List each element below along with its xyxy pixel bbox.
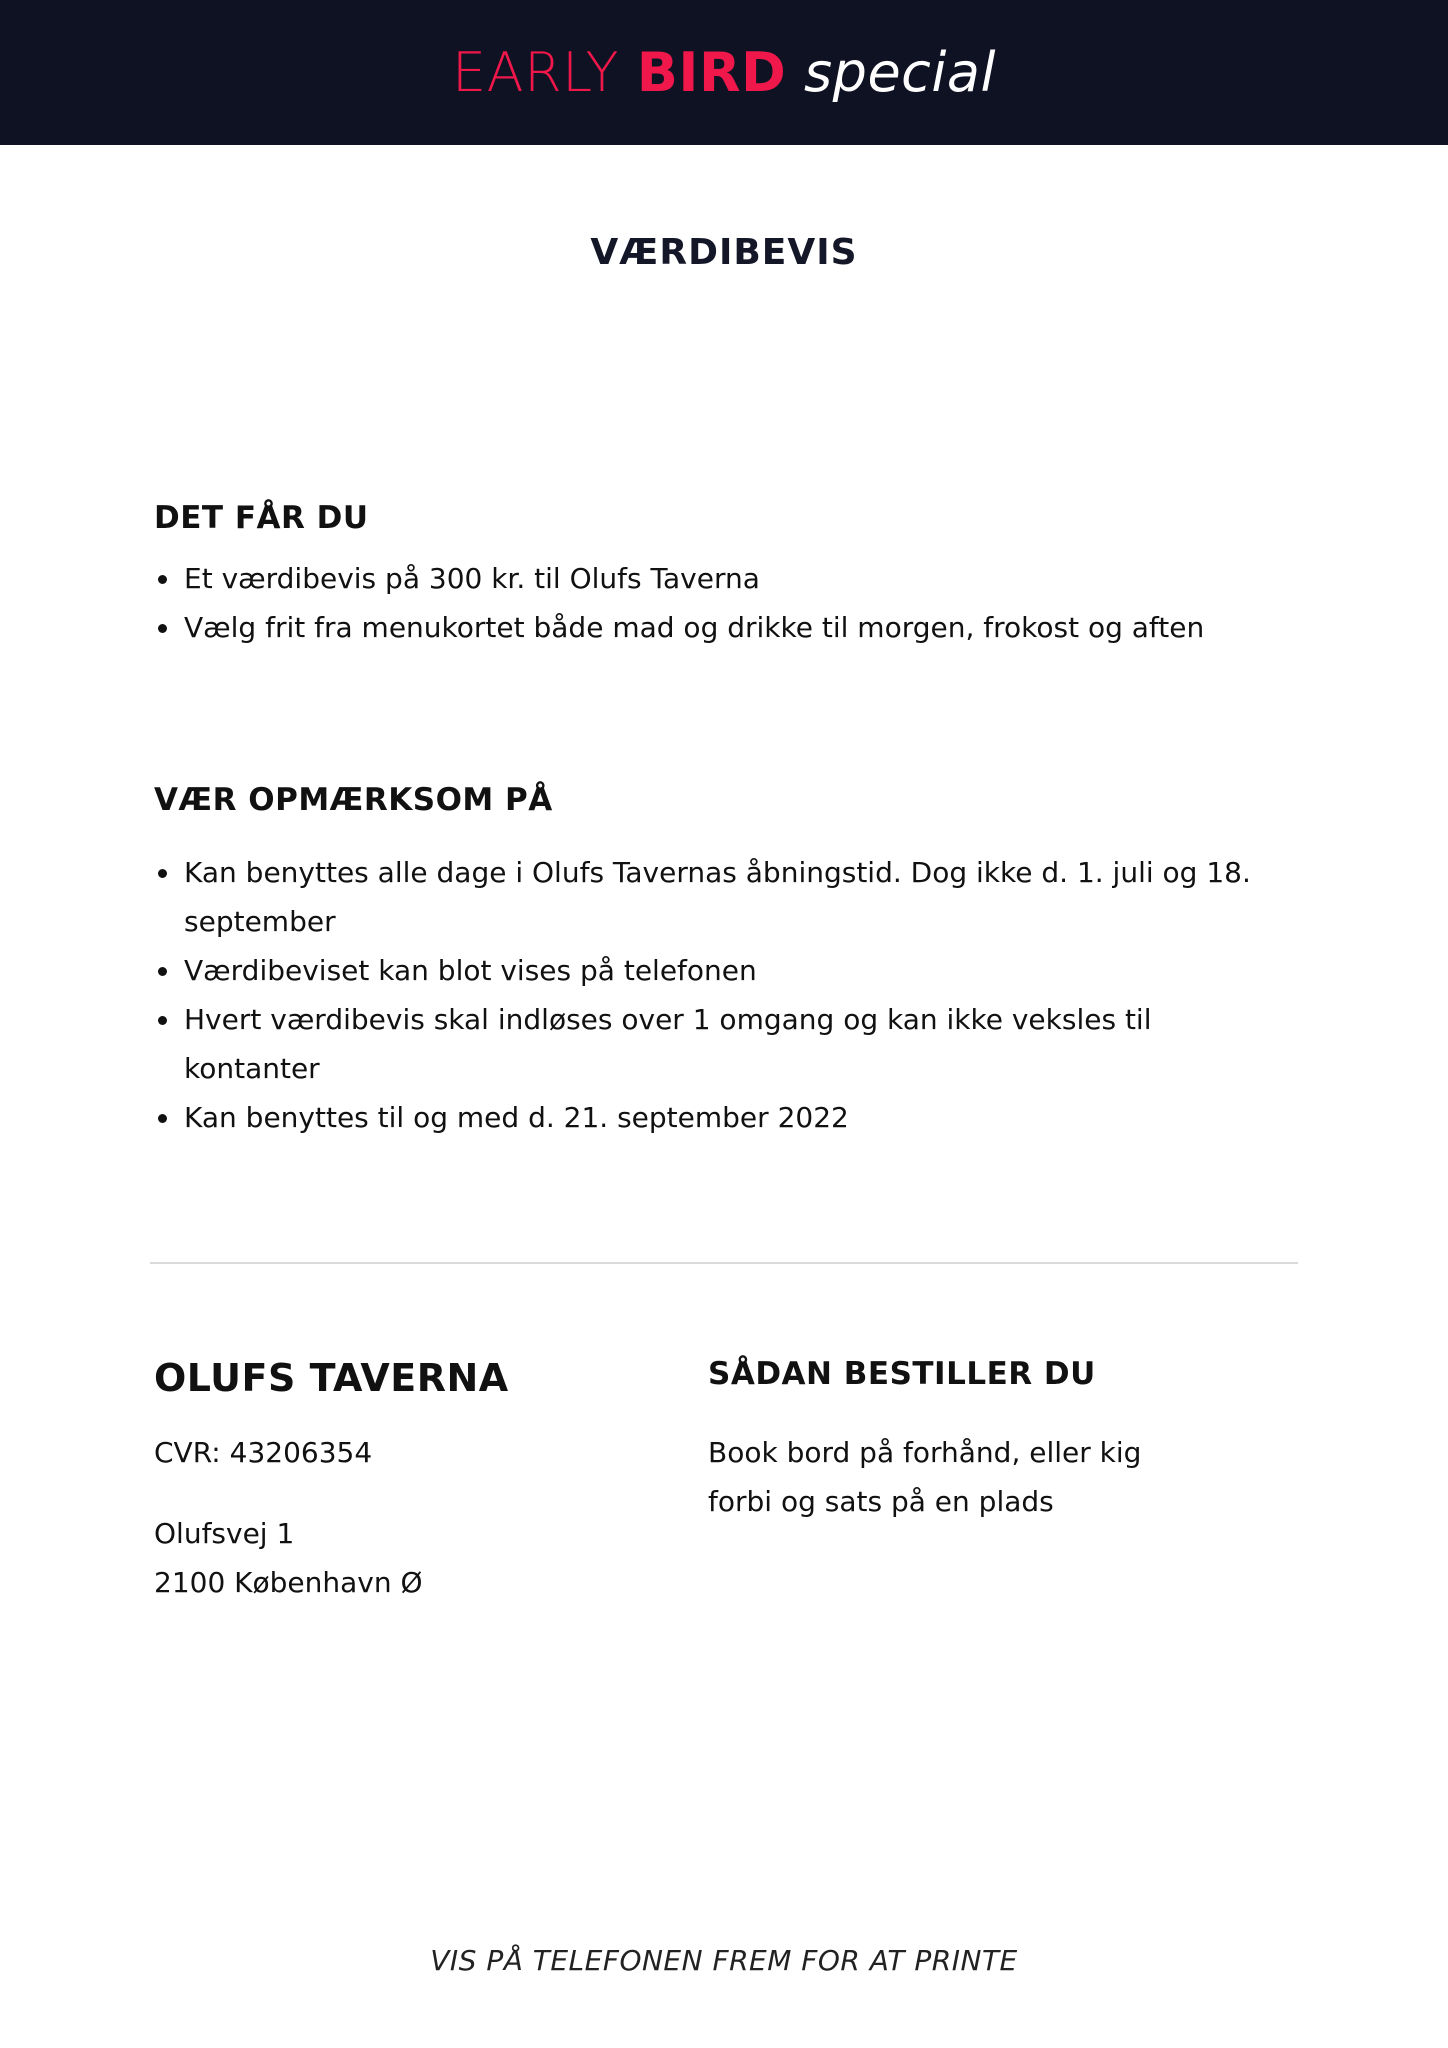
bullet-icon	[158, 869, 167, 878]
bullet-icon	[158, 1114, 167, 1123]
list-item: Hvert værdibevis skal indløses over 1 omgang og kan ikke veksles til kontanter	[154, 995, 1254, 1093]
list-item: Værdibeviset kan blot vises på telefonen	[154, 946, 1254, 995]
banner-bird: BIRD	[636, 41, 787, 104]
benefits-list	[154, 554, 1284, 652]
bullet-icon	[158, 1016, 167, 1025]
divider	[150, 1262, 1298, 1264]
section-title-note: VÆR OPMÆRKSOM PÅ	[154, 782, 553, 818]
banner-special: special	[804, 41, 996, 104]
banner-early: EARLY	[452, 41, 620, 104]
ordering-title: SÅDAN BESTILLER DU	[708, 1356, 1096, 1392]
list-item: Et værdibevis på 300 kr. til Olufs Taverna	[154, 554, 1284, 603]
header-banner	[0, 0, 1448, 145]
banner-title	[452, 41, 996, 104]
company-name: OLUFS TAVERNA	[154, 1356, 509, 1400]
ordering-line-2: forbi og sats på en plads	[708, 1485, 1054, 1518]
company-cvr: CVR: 43206354	[154, 1436, 373, 1469]
footer-note: VIS PÅ TELEFONEN FREM FOR AT PRINTE	[430, 1944, 1018, 1977]
list-item: Vælg frit fra menukortet både mad og drikke til morgen, frokost og aften	[154, 603, 1284, 652]
ordering-line-1: Book bord på forhånd, eller kig	[708, 1436, 1142, 1469]
bullet-icon	[158, 575, 167, 584]
list-item: Kan benyttes til og med d. 21. september 2022	[154, 1093, 1254, 1142]
bullet-icon	[158, 624, 167, 633]
bullet-icon	[158, 967, 167, 976]
conditions-list	[154, 848, 1254, 1142]
document-title: VÆRDIBEVIS	[590, 232, 858, 273]
company-street: Olufsvej 1	[154, 1517, 295, 1550]
company-city: 2100 København Ø	[154, 1566, 423, 1599]
list-item: Kan benyttes alle dage i Olufs Tavernas åbningstid. Dog ikke d. 1. juli og 18. september	[154, 848, 1254, 946]
section-title-get: DET FÅR DU	[154, 500, 369, 536]
